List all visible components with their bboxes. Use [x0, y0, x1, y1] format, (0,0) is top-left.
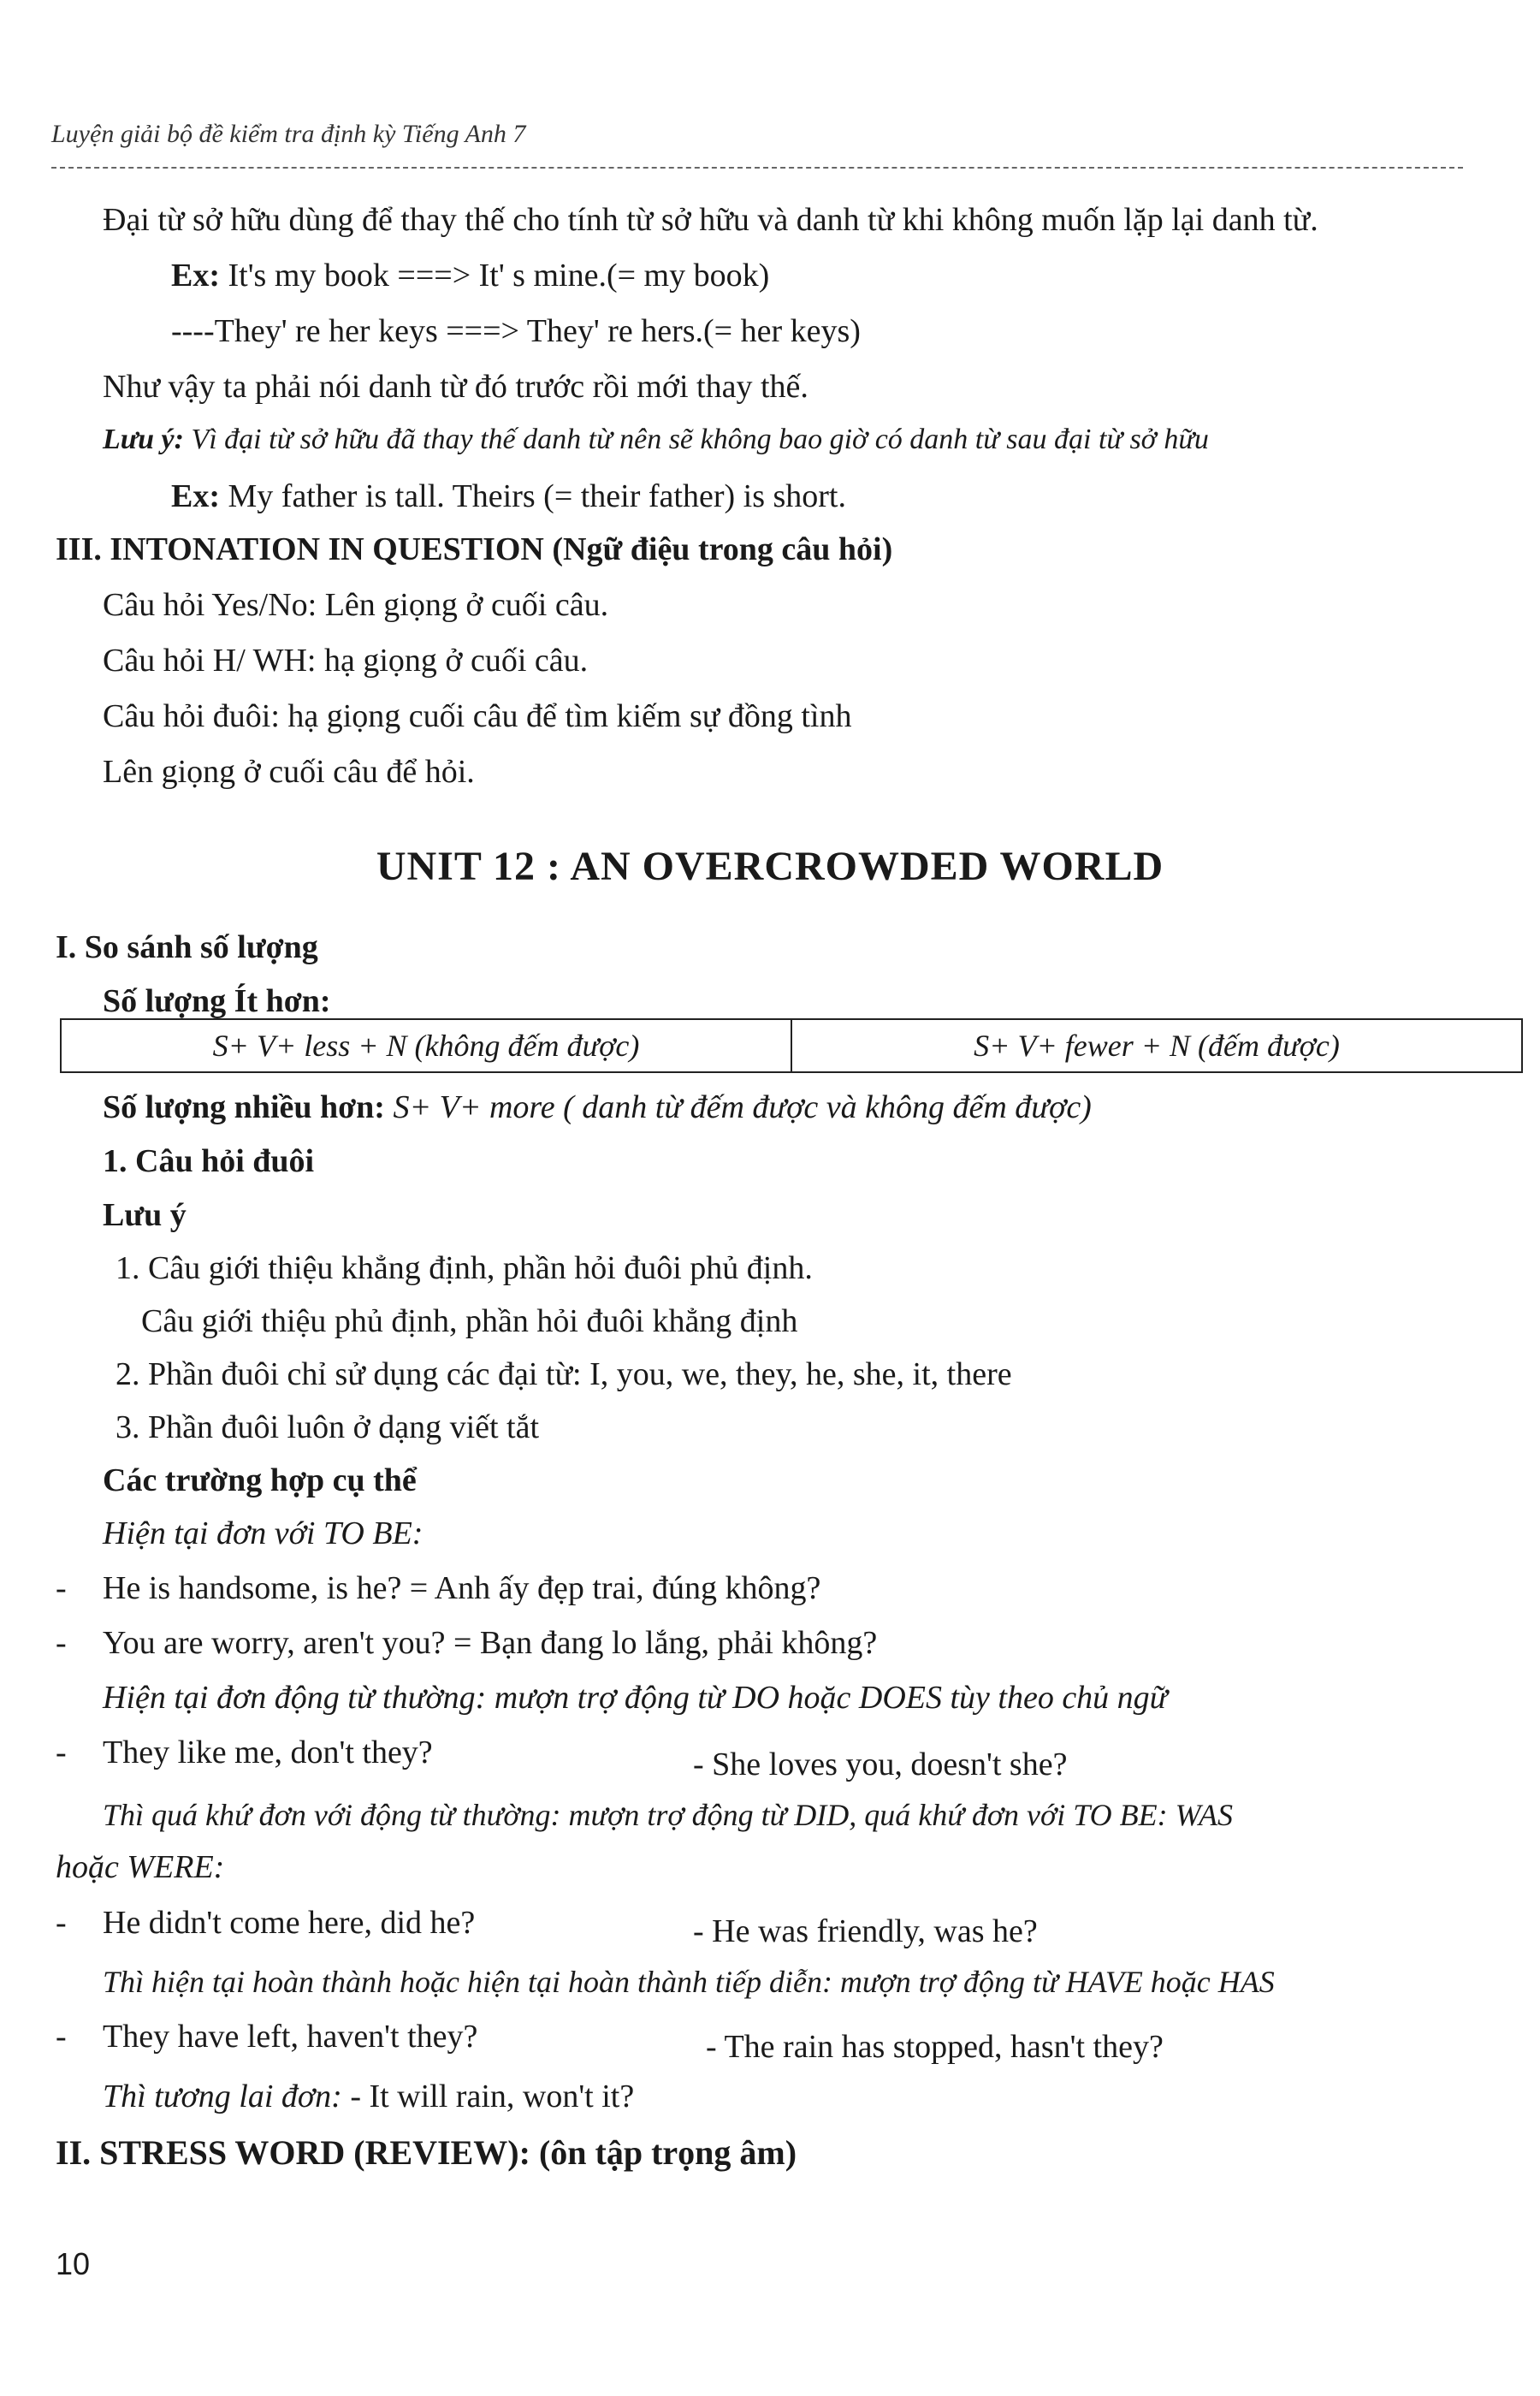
intonation-item: Câu hỏi Yes/No: Lên giọng ở cuối câu. — [103, 587, 609, 623]
example-text: He is handsome, is he? = Anh ấy đẹp trai, đúng không? — [103, 1570, 821, 1606]
example-1 — [171, 257, 769, 294]
tag-question-heading: 1. Câu hỏi đuôi — [103, 1143, 315, 1179]
example-line — [56, 1904, 475, 1942]
example-text: - He was friendly, was he? — [693, 1913, 1038, 1949]
rule-1b: Câu giới thiệu phủ định, phần hỏi đuôi khẳng định — [141, 1303, 798, 1339]
intro-line-1: Đại từ sở hữu dùng để thay thế cho tính từ sở hữu và danh từ khi không muốn lặp lại danh từ. — [103, 202, 1318, 238]
more-text: S+ V+ more ( danh từ đếm được và không đếm được) — [384, 1089, 1092, 1125]
example-2: ----They' re her keys ===> They' re hers.(= her keys) — [171, 313, 861, 349]
case-future-label: Thì tương lai đơn: — [103, 2079, 342, 2114]
cases-heading: Các trường hợp cụ thể — [103, 1462, 417, 1498]
table-cell-fewer: S+ V+ fewer + N (đếm được) — [791, 1020, 1521, 1071]
section-2-heading: II. STRESS WORD (REVIEW): (ôn tập trọng âm) — [56, 2133, 797, 2172]
example-text: - The rain has stopped, hasn't they? — [706, 2029, 1164, 2065]
example-line — [56, 1569, 820, 1607]
example-text: - It will rain, won't it? — [341, 2079, 635, 2114]
quantity-table — [60, 1018, 1523, 1073]
example-label: Ex: — [171, 478, 220, 514]
example-line — [56, 1734, 433, 1771]
table-cell-less: S+ V+ less + N (không đếm được) — [212, 1029, 640, 1063]
example-line — [56, 1624, 877, 1662]
note-heading: Lưu ý — [103, 1197, 187, 1233]
more-label: Số lượng nhiều hơn: — [103, 1089, 385, 1125]
rule-3: 3. Phần đuôi luôn ở dạng viết tắt — [116, 1409, 540, 1445]
example-text: They have left, haven't they? — [103, 2019, 478, 2055]
rule-2: 2. Phần đuôi chỉ sử dụng các đại từ: I, you, we, they, he, she, it, there — [116, 1356, 1012, 1392]
bullet-dash: - — [56, 1570, 67, 1606]
bullet-dash: - — [56, 1905, 67, 1941]
case-past: Thì quá khứ đơn với động từ thường: mượn trợ động từ DID, quá khứ đơn với TO BE: WAS — [103, 1798, 1234, 1832]
comparison-heading: I. So sánh số lượng — [56, 929, 318, 965]
bullet-dash: - — [56, 2019, 67, 2055]
intro-line-2: Như vậy ta phải nói danh từ đó trước rồi mới thay thế. — [103, 369, 808, 405]
intonation-item: Câu hỏi H/ WH: hạ giọng ở cuối câu. — [103, 643, 589, 679]
case-future — [103, 2078, 634, 2115]
page-number: 10 — [56, 2246, 91, 2281]
note-label: Lưu ý: — [103, 424, 184, 455]
example-text: You are worry, aren't you? = Bạn đang lo lắng, phải không? — [103, 1625, 878, 1661]
case-perfect: Thì hiện tại hoàn thành hoặc hiện tại hoàn thành tiếp diễn: mượn trợ động từ HAVE hoặc HAS — [103, 1965, 1275, 1999]
header-divider — [51, 167, 1463, 169]
bullet-dash: - — [56, 1625, 67, 1661]
bullet-dash: - — [56, 1735, 67, 1770]
case-past-cont: hoặc WERE: — [56, 1849, 225, 1885]
example-line — [56, 2018, 477, 2055]
example-label: Ex: — [171, 258, 220, 294]
more-rule — [103, 1088, 1092, 1126]
example-text: He didn't come here, did he? — [103, 1905, 476, 1941]
intonation-item: Lên giọng ở cuối câu để hỏi. — [103, 754, 475, 790]
example-3 — [171, 477, 846, 515]
example-text: It's my book ===> It' s mine.(= my book) — [220, 258, 770, 294]
intonation-item: Câu hỏi đuôi: hạ giọng cuối câu để tìm kiếm sự đồng tình — [103, 698, 852, 734]
example-text: My father is tall. Theirs (= their father) is short. — [220, 478, 846, 514]
running-header: Luyện giải bộ đề kiểm tra định kỳ Tiếng Anh 7 — [51, 120, 526, 148]
note — [103, 424, 1209, 456]
less-heading: Số lượng Ít hơn: — [103, 983, 331, 1019]
example-text: They like me, don't they? — [103, 1735, 433, 1770]
note-text: Vì đại từ sở hữu đã thay thế danh từ nên sẽ không bao giờ có danh từ sau đại từ sở hữu — [183, 424, 1209, 455]
rule-1a: 1. Câu giới thiệu khẳng định, phần hỏi đuôi phủ định. — [116, 1250, 813, 1286]
section-3-heading: III. INTONATION IN QUESTION (Ngữ điệu trong câu hỏi) — [56, 531, 893, 567]
unit-title: UNIT 12 : AN OVERCROWDED WORLD — [376, 844, 1164, 889]
example-text: - She loves you, doesn't she? — [693, 1747, 1068, 1782]
case-normal-verb: Hiện tại đơn động từ thường: mượn trợ động từ DO hoặc DOES tùy theo chủ ngữ — [103, 1680, 1168, 1716]
case-to-be: Hiện tại đơn với TO BE: — [103, 1515, 424, 1551]
